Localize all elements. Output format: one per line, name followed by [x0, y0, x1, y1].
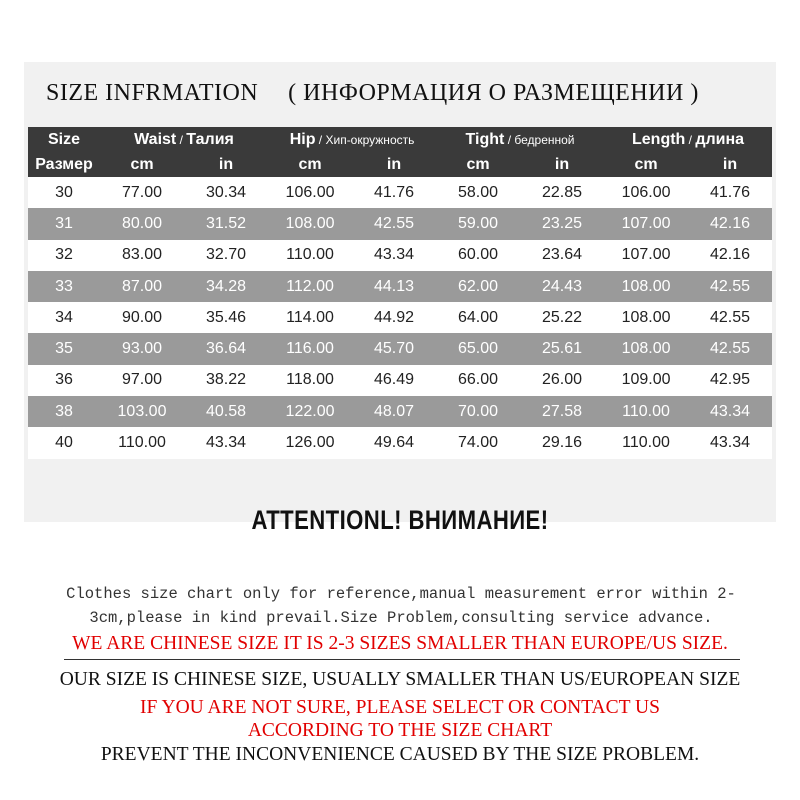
measurement-cell: 93.00	[100, 333, 184, 364]
measurement-cell: 23.64	[520, 240, 604, 271]
measurement-cell: 26.00	[520, 365, 604, 396]
measurement-cell: 90.00	[100, 302, 184, 333]
header-unit-cell: in	[184, 152, 268, 177]
measurement-cell: 46.49	[352, 365, 436, 396]
notice-text	[30, 582, 772, 630]
measurement-cell: 74.00	[436, 427, 520, 458]
measurement-cell: 35.46	[184, 302, 268, 333]
divider	[64, 659, 740, 660]
header-hip-sep: /	[315, 132, 326, 147]
measurement-cell: 48.07	[352, 396, 436, 427]
measurement-cell: 31.52	[184, 208, 268, 239]
measurement-cell: 42.55	[688, 302, 772, 333]
notice-line: 3cm,please in kind prevail.Size Problem,consulting service advance.	[89, 609, 713, 627]
size-table	[28, 127, 772, 459]
attention-heading: ATTENTIONL! ВНИМАНИЕ!	[251, 505, 549, 535]
size-cell: 36	[28, 365, 100, 396]
header-waist	[100, 127, 268, 152]
measurement-cell: 43.34	[184, 427, 268, 458]
measurement-cell: 43.34	[352, 240, 436, 271]
measurement-cell: 122.00	[268, 396, 352, 427]
measurement-cell: 42.55	[688, 333, 772, 364]
measurement-cell: 110.00	[268, 240, 352, 271]
measurement-cell: 40.58	[184, 396, 268, 427]
header-tight-ru: бедренной	[514, 132, 575, 147]
header-unit-cell: in	[352, 152, 436, 177]
header-unit-cell: cm	[100, 152, 184, 177]
measurement-cell: 62.00	[436, 271, 520, 302]
footer-line-1: OUR SIZE IS CHINESE SIZE, USUALLY SMALLER THAN US/EUROPEAN SIZE	[59, 669, 741, 690]
size-cell: 40	[28, 427, 100, 458]
table-row	[28, 177, 772, 208]
measurement-cell: 42.16	[688, 208, 772, 239]
measurement-cell: 59.00	[436, 208, 520, 239]
measurement-cell: 70.00	[436, 396, 520, 427]
table-body	[28, 177, 772, 459]
measurement-cell: 77.00	[100, 177, 184, 208]
measurement-cell: 112.00	[268, 271, 352, 302]
measurement-cell: 36.64	[184, 333, 268, 364]
measurement-cell: 116.00	[268, 333, 352, 364]
measurement-cell: 29.16	[520, 427, 604, 458]
size-cell: 30	[28, 177, 100, 208]
header-size: Size	[28, 127, 100, 152]
table-row	[28, 396, 772, 427]
measurement-cell: 109.00	[604, 365, 688, 396]
measurement-cell: 44.13	[352, 271, 436, 302]
header-length-ru: длина	[695, 130, 745, 148]
footer-line-3: ACCORDING TO THE SIZE CHART	[247, 720, 553, 741]
measurement-cell: 44.92	[352, 302, 436, 333]
header-waist-ru: Талия	[186, 130, 234, 148]
measurement-cell: 118.00	[268, 365, 352, 396]
header-unit-cell: in	[688, 152, 772, 177]
header-hip-en: Hip	[289, 130, 316, 148]
title-english: SIZE INFRMATION	[46, 79, 259, 106]
measurement-cell: 42.55	[352, 208, 436, 239]
size-info-title	[28, 62, 772, 124]
header-length-en: Length	[632, 130, 686, 148]
measurement-cell: 108.00	[604, 271, 688, 302]
size-cell: 35	[28, 333, 100, 364]
measurement-cell: 24.43	[520, 271, 604, 302]
measurement-cell: 22.85	[520, 177, 604, 208]
measurement-cell: 106.00	[268, 177, 352, 208]
measurement-cell: 108.00	[268, 208, 352, 239]
measurement-cell: 25.22	[520, 302, 604, 333]
measurement-cell: 107.00	[604, 240, 688, 271]
size-cell: 34	[28, 302, 100, 333]
table-header-row	[28, 127, 772, 152]
measurement-cell: 43.34	[688, 396, 772, 427]
header-length	[604, 127, 772, 152]
measurement-cell: 107.00	[604, 208, 688, 239]
measurement-cell: 58.00	[436, 177, 520, 208]
table-row	[28, 302, 772, 333]
measurement-cell: 42.95	[688, 365, 772, 396]
measurement-cell: 38.22	[184, 365, 268, 396]
measurement-cell: 103.00	[100, 396, 184, 427]
measurement-cell: 65.00	[436, 333, 520, 364]
measurement-cell: 108.00	[604, 302, 688, 333]
measurement-cell: 66.00	[436, 365, 520, 396]
measurement-cell: 42.55	[688, 271, 772, 302]
measurement-cell: 49.64	[352, 427, 436, 458]
header-waist-sep: /	[176, 132, 187, 147]
header-hip	[268, 127, 436, 152]
measurement-cell: 80.00	[100, 208, 184, 239]
header-waist-en: Waist	[134, 130, 177, 148]
measurement-cell: 108.00	[604, 333, 688, 364]
measurement-cell: 114.00	[268, 302, 352, 333]
measurement-cell: 106.00	[604, 177, 688, 208]
measurement-cell: 64.00	[436, 302, 520, 333]
measurement-cell: 87.00	[100, 271, 184, 302]
measurement-cell: 34.28	[184, 271, 268, 302]
size-cell: 32	[28, 240, 100, 271]
header-length-sep: /	[685, 132, 696, 147]
table-row	[28, 271, 772, 302]
header-unit-cell: cm	[604, 152, 688, 177]
size-cell: 38	[28, 396, 100, 427]
header-unit-cell: cm	[268, 152, 352, 177]
measurement-cell: 30.34	[184, 177, 268, 208]
measurement-cell: 41.76	[352, 177, 436, 208]
measurement-cell: 25.61	[520, 333, 604, 364]
header-tight-en: Tight	[465, 130, 505, 148]
footer-line-2: IF YOU ARE NOT SURE, PLEASE SELECT OR CONTACT US	[140, 697, 660, 718]
measurement-cell: 97.00	[100, 365, 184, 396]
measurement-cell: 110.00	[604, 427, 688, 458]
measurement-cell: 27.58	[520, 396, 604, 427]
chinese-size-warning: WE ARE CHINESE SIZE IT IS 2-3 SIZES SMALLER THAN EUROPE/US SIZE.	[72, 633, 728, 654]
measurement-cell: 23.25	[520, 208, 604, 239]
notice-line: Clothes size chart only for reference,manual measurement error within 2-	[66, 585, 736, 603]
header-tight-sep: /	[504, 132, 515, 147]
header-hip-ru: Хип-окружность	[325, 132, 415, 147]
table-unit-row	[28, 152, 772, 177]
measurement-cell: 110.00	[604, 396, 688, 427]
footer-line-4: PREVENT THE INCONVENIENCE CAUSED BY THE SIZE PROBLEM.	[100, 744, 700, 765]
table-row	[28, 427, 772, 458]
measurement-cell: 41.76	[688, 177, 772, 208]
size-cell: 31	[28, 208, 100, 239]
header-unit-cell: cm	[436, 152, 520, 177]
measurement-cell: 43.34	[688, 427, 772, 458]
table-row	[28, 208, 772, 239]
measurement-cell: 45.70	[352, 333, 436, 364]
header-unit-cell: in	[520, 152, 604, 177]
header-unit-cell: Размер	[28, 152, 100, 177]
measurement-cell: 83.00	[100, 240, 184, 271]
table-row	[28, 240, 772, 271]
measurement-cell: 110.00	[100, 427, 184, 458]
measurement-cell: 32.70	[184, 240, 268, 271]
title-russian: ( ИНФОРМАЦИЯ О РАЗМЕЩЕНИИ )	[288, 79, 699, 106]
measurement-cell: 42.16	[688, 240, 772, 271]
table-row	[28, 365, 772, 396]
measurement-cell: 60.00	[436, 240, 520, 271]
measurement-cell: 126.00	[268, 427, 352, 458]
size-cell: 33	[28, 271, 100, 302]
header-tight	[436, 127, 604, 152]
table-row	[28, 333, 772, 364]
